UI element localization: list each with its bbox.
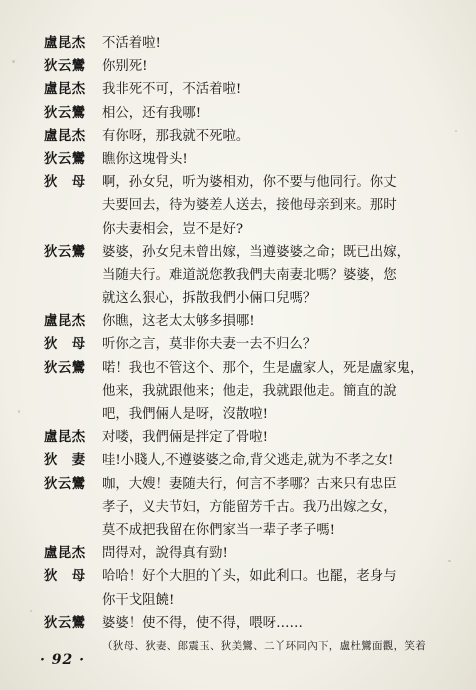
speaker-name: 狄云鸞 — [44, 243, 86, 260]
speaker-name: 盧昆杰 — [44, 127, 86, 144]
stage-direction-text: （狄母、狄妻、郎震玉、狄美鸞、二丫环同內下，盧杜鸞面觀，笑着 — [102, 639, 426, 652]
speaker-name: 狄 妻 — [44, 452, 86, 469]
dialogue-text: 你干戈阻饒! — [102, 592, 175, 608]
speaker-name: 盧昆杰 — [44, 545, 86, 562]
dialogue-text: 莫不成把我留在你們家当一辈子孝子嗎! — [102, 522, 336, 538]
speaker-name: 狄 母 — [44, 336, 86, 353]
dialogue-line — [24, 496, 460, 519]
dialogue-line — [24, 55, 460, 78]
speaker-name: 狄云鸞 — [44, 475, 86, 492]
dialogue-line — [24, 565, 460, 588]
speaker-name: 狄云鸞 — [44, 150, 86, 167]
page-number: · 92 · — [40, 652, 85, 668]
dialogue-line — [24, 125, 460, 148]
print-speck — [18, 410, 20, 413]
print-speck — [12, 60, 15, 63]
dialogue-text: 哇!小賤人,不遵婆婆之命,背父逃走,就为不孝之女! — [102, 453, 394, 469]
speaker-name: 狄云鸞 — [44, 58, 86, 75]
dialogue-text: 有你呀，那我就不死啦。 — [102, 128, 250, 144]
dialogue-line — [24, 449, 460, 472]
speaker-name: 盧昆杰 — [44, 313, 86, 330]
dialogue-text: 婆婆，孙女兒未曾出嫁，当遵婆婆之命；既已出嫁， — [102, 244, 410, 260]
dialogue-line — [24, 78, 460, 101]
dialogue-line — [24, 310, 460, 333]
dialogue-text: 当随夫行。难道説您教我們夫南妻北嗎？婆婆，您 — [102, 267, 397, 283]
dialogue-text: 听你之言，莫非你夫妻一去不归么？ — [102, 337, 317, 353]
dialogue-text: 你别死! — [102, 59, 148, 75]
dialogue-line — [24, 426, 460, 449]
print-speck — [30, 610, 32, 612]
dialogue-line — [24, 102, 460, 125]
dialogue-line — [24, 519, 460, 542]
dialogue-line — [24, 380, 460, 403]
dialogue-line — [24, 542, 460, 565]
script-body — [24, 32, 460, 658]
speaker-name: 狄云鸞 — [44, 614, 86, 631]
dialogue-line — [24, 473, 460, 496]
dialogue-text: 問得对，說得真有勁! — [102, 546, 228, 562]
speaker-name: 狄 母 — [44, 174, 86, 191]
speaker-name: 盧昆杰 — [44, 429, 86, 446]
dialogue-line — [24, 241, 460, 264]
dialogue-line — [24, 148, 460, 171]
dialogue-text: 不活着啦! — [102, 36, 161, 51]
dialogue-text: 我非死不可，不活着啦! — [102, 82, 242, 98]
dialogue-line — [24, 357, 460, 380]
dialogue-line — [24, 333, 460, 356]
speaker-name: 狄云鸞 — [44, 359, 86, 376]
speaker-name: 狄 母 — [44, 568, 86, 585]
dialogue-line — [24, 403, 460, 426]
stage-direction — [24, 635, 460, 658]
dialogue-text: 对喽，我們倆是拌定了骨啦! — [102, 430, 269, 446]
dialogue-text: 他来，我就跟他来；他走，我就跟他走。簡直的說 — [102, 383, 397, 399]
dialogue-text: 喏！我也不管这个、那个，生是盧家人，死是盧家鬼， — [102, 360, 424, 376]
dialogue-text: 就这么狠心，拆散我們小倆口兒嗎？ — [102, 291, 317, 307]
dialogue-text: 啊，孙女兒，听为婆相劝，你不要与他同行。你丈 — [102, 175, 397, 191]
dialogue-line — [24, 589, 460, 612]
dialogue-line — [24, 264, 460, 287]
dialogue-line — [24, 171, 460, 194]
dialogue-text: 瞧你这塊骨头! — [102, 151, 188, 167]
dialogue-line — [24, 612, 460, 635]
dialogue-text: 孝子，义夫节妇，方能留芳千古。我乃出嫁之女， — [102, 499, 397, 515]
dialogue-text: 你夫妻相会，豈不是好? — [102, 221, 244, 237]
speaker-name: 盧昆杰 — [44, 35, 86, 51]
dialogue-text: 相公，还有我哪! — [102, 105, 202, 121]
speaker-name: 盧昆杰 — [44, 81, 86, 98]
dialogue-text: 夫要回去，待为婆差人送去，接他母亲到来。那时 — [102, 198, 397, 214]
dialogue-text: 婆婆！使不得，使不得，喂呀…… — [102, 615, 303, 631]
dialogue-text: 吧，我們倆人是呀，沒散啦! — [102, 407, 269, 422]
dialogue-text: 哈哈！好个大胆的丫头，如此利口。也罷，老身与 — [102, 569, 397, 585]
dialogue-line — [24, 194, 460, 217]
speaker-name: 狄云鸞 — [44, 104, 86, 121]
dialogue-text: 你瞧，这老太太够多損哪! — [102, 314, 255, 330]
dialogue-line — [24, 32, 460, 55]
dialogue-line — [24, 218, 460, 241]
print-speck — [455, 130, 457, 132]
dialogue-text: 咖，大嫂！妻随夫行，何言不孝哪？古来只有忠臣 — [102, 476, 397, 492]
print-speck — [448, 560, 451, 562]
dialogue-line — [24, 287, 460, 310]
